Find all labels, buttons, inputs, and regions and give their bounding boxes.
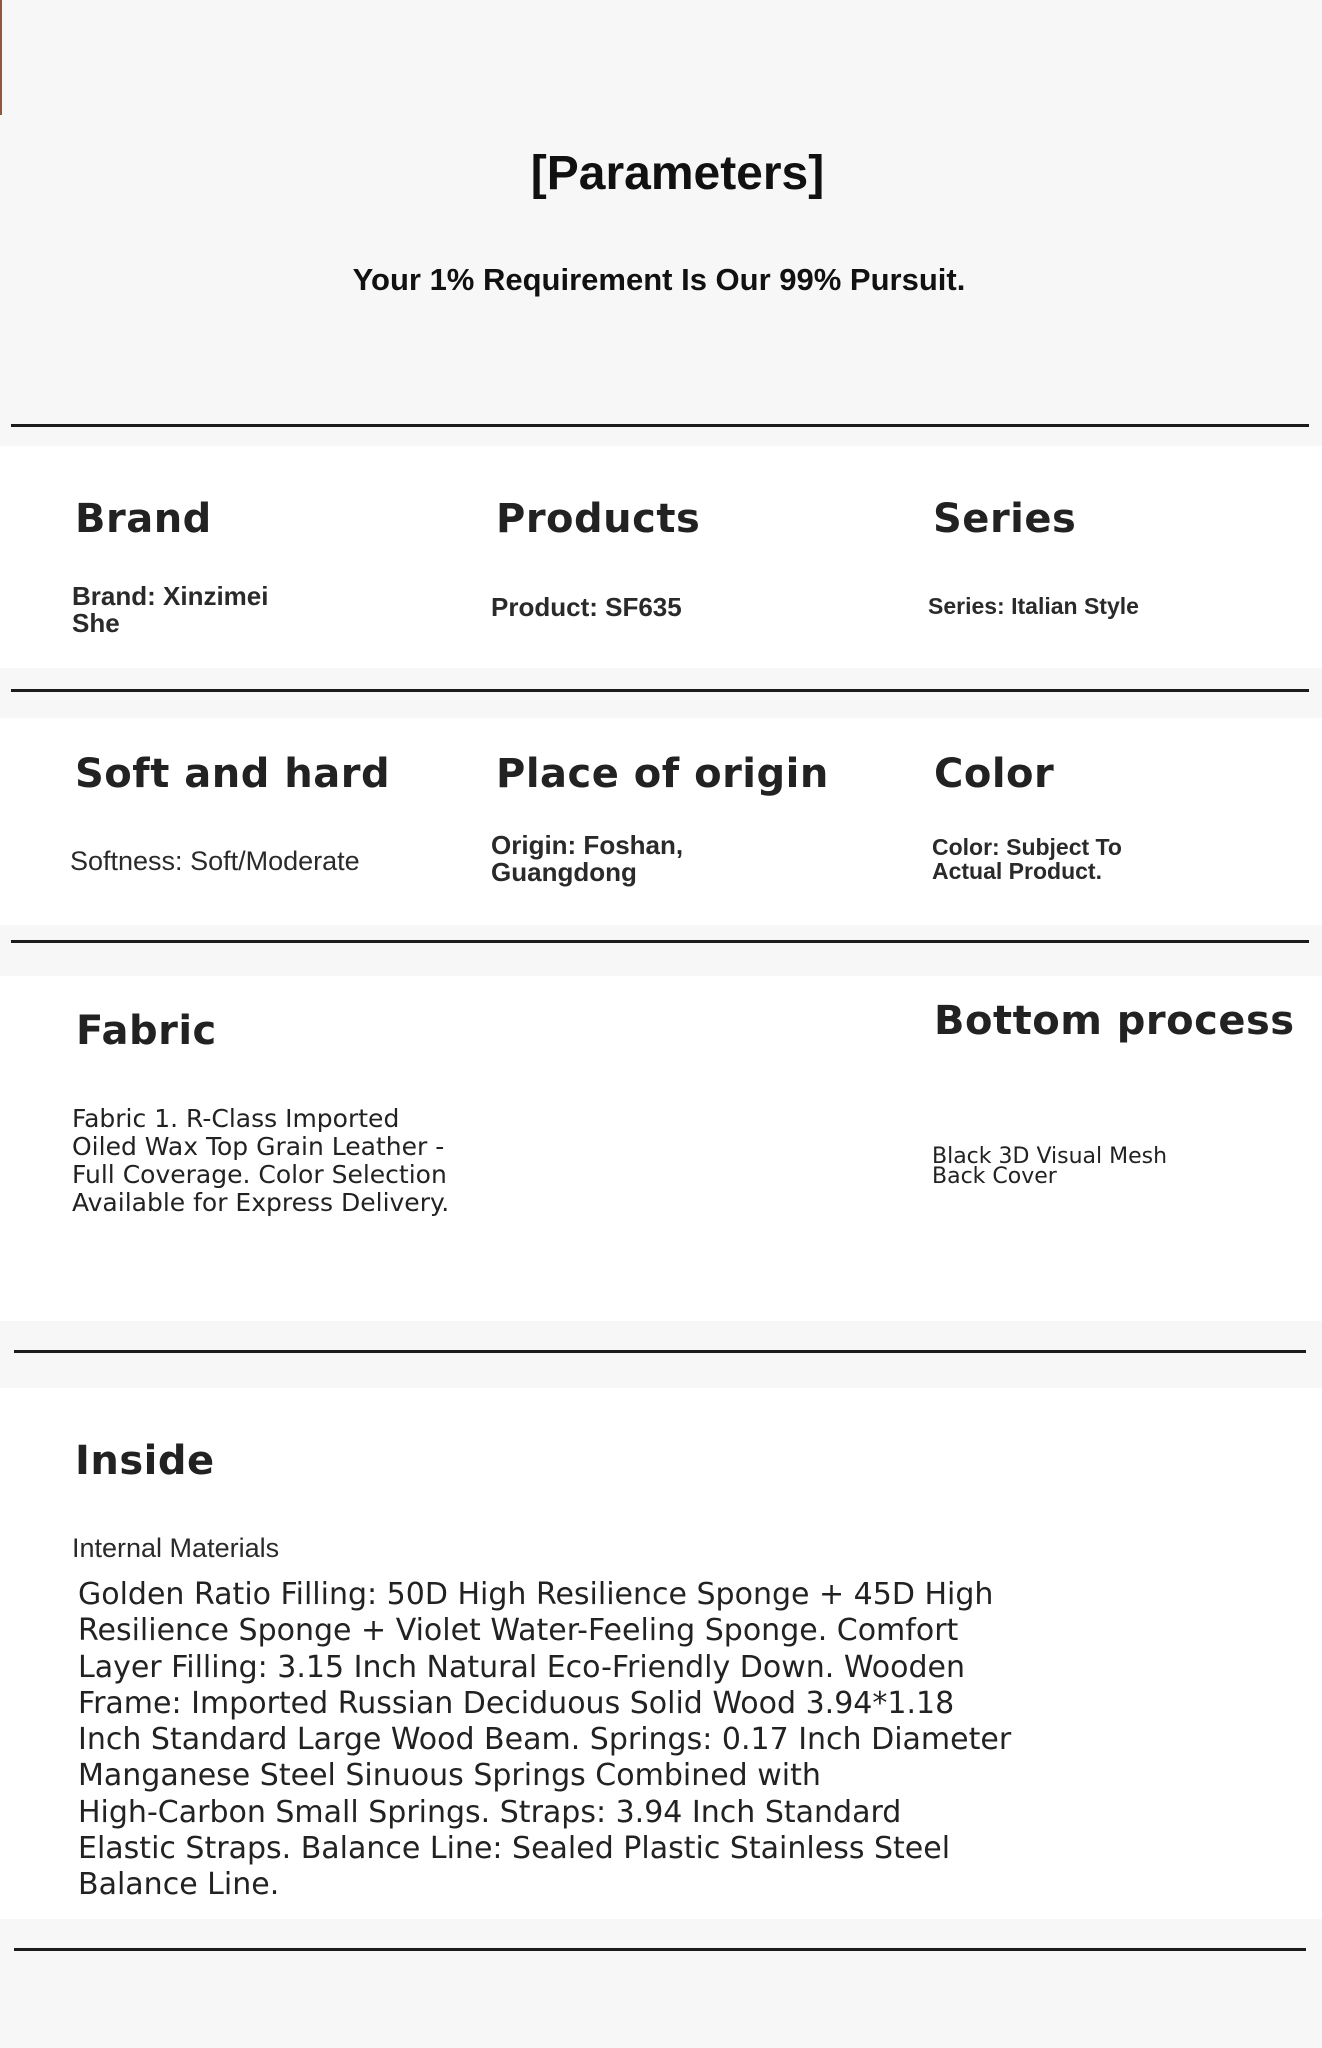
- brand-value-line: Brand: Xinzimei: [72, 581, 269, 611]
- series-value: Series: Italian Style: [928, 593, 1139, 619]
- divider-4: [14, 1350, 1306, 1353]
- origin-heading: Place of origin: [496, 751, 829, 797]
- bottom-process-line: Back Cover: [932, 1164, 1057, 1189]
- origin-value-line: Origin: Foshan,: [491, 830, 684, 860]
- inside-line: Golden Ratio Filling: 50D High Resilience Sponge + 45D High: [78, 1577, 994, 1612]
- fabric-heading: Fabric: [76, 1008, 217, 1054]
- products-heading: Products: [496, 496, 701, 542]
- inside-line: Resilience Sponge + Violet Water-Feeling Sponge. Comfort: [78, 1613, 959, 1649]
- bottom-process-line: Black 3D Visual Mesh: [932, 1144, 1168, 1169]
- brand-heading: Brand: [75, 496, 212, 542]
- divider-1: [11, 424, 1309, 427]
- divider-5: [14, 1948, 1306, 1951]
- inside-line: High-Carbon Small Springs. Straps: 3.94 Inch Standard: [78, 1794, 902, 1830]
- fabric-line: Full Coverage. Color Selection: [72, 1160, 447, 1189]
- brand-value: [72, 583, 268, 637]
- fabric-line: Available for Express Delivery.: [72, 1188, 450, 1217]
- softness-value: Softness: Soft/Moderate: [70, 846, 360, 876]
- inside-line: Inch Standard Large Wood Beam. Springs: 0.17 Inch Diameter: [78, 1722, 1012, 1758]
- divider-2: [11, 689, 1309, 692]
- inside-line: Frame: Imported Russian Deciduous Solid Wood 3.94*1.18: [78, 1685, 955, 1721]
- bottom-process-heading: Bottom process: [934, 998, 1295, 1044]
- softness-heading: Soft and hard: [75, 751, 391, 797]
- bottom-process-value: [932, 1144, 1168, 1189]
- inside-label: Internal Materials: [72, 1533, 280, 1563]
- inside-line: Elastic Straps. Balance Line: Sealed Plastic Stainless Steel: [78, 1831, 951, 1867]
- row-2-panel: [0, 718, 1322, 925]
- series-heading: Series: [933, 496, 1077, 542]
- edge-accent-mark: [0, 0, 2, 115]
- inside-line: Layer Filling: 3.15 Inch Natural Eco-Friendly Down. Wooden: [78, 1649, 965, 1685]
- inside-description: [78, 1577, 1011, 1904]
- page-title: [Parameters]: [530, 147, 825, 200]
- fabric-line: Oiled Wax Top Grain Leather -: [72, 1132, 445, 1161]
- brand-value-line: She: [72, 608, 120, 638]
- divider-3: [11, 940, 1309, 943]
- inside-heading: Inside: [75, 1438, 215, 1484]
- inside-line: Balance Line.: [78, 1867, 280, 1903]
- color-value-line: Actual Product.: [932, 858, 1102, 884]
- products-value: Product: SF635: [491, 592, 682, 622]
- color-heading: Color: [934, 751, 1055, 797]
- origin-value: [491, 832, 683, 886]
- fabric-value: [72, 1105, 449, 1217]
- inside-line: Manganese Steel Sinuous Springs Combined with: [78, 1758, 821, 1794]
- page-subtitle: Your 1% Requirement Is Our 99% Pursuit.: [352, 262, 966, 297]
- fabric-line: Fabric 1. R-Class Imported: [72, 1104, 400, 1133]
- color-value-line: Color: Subject To: [932, 834, 1122, 860]
- origin-value-line: Guangdong: [491, 857, 637, 887]
- color-value: [932, 835, 1122, 883]
